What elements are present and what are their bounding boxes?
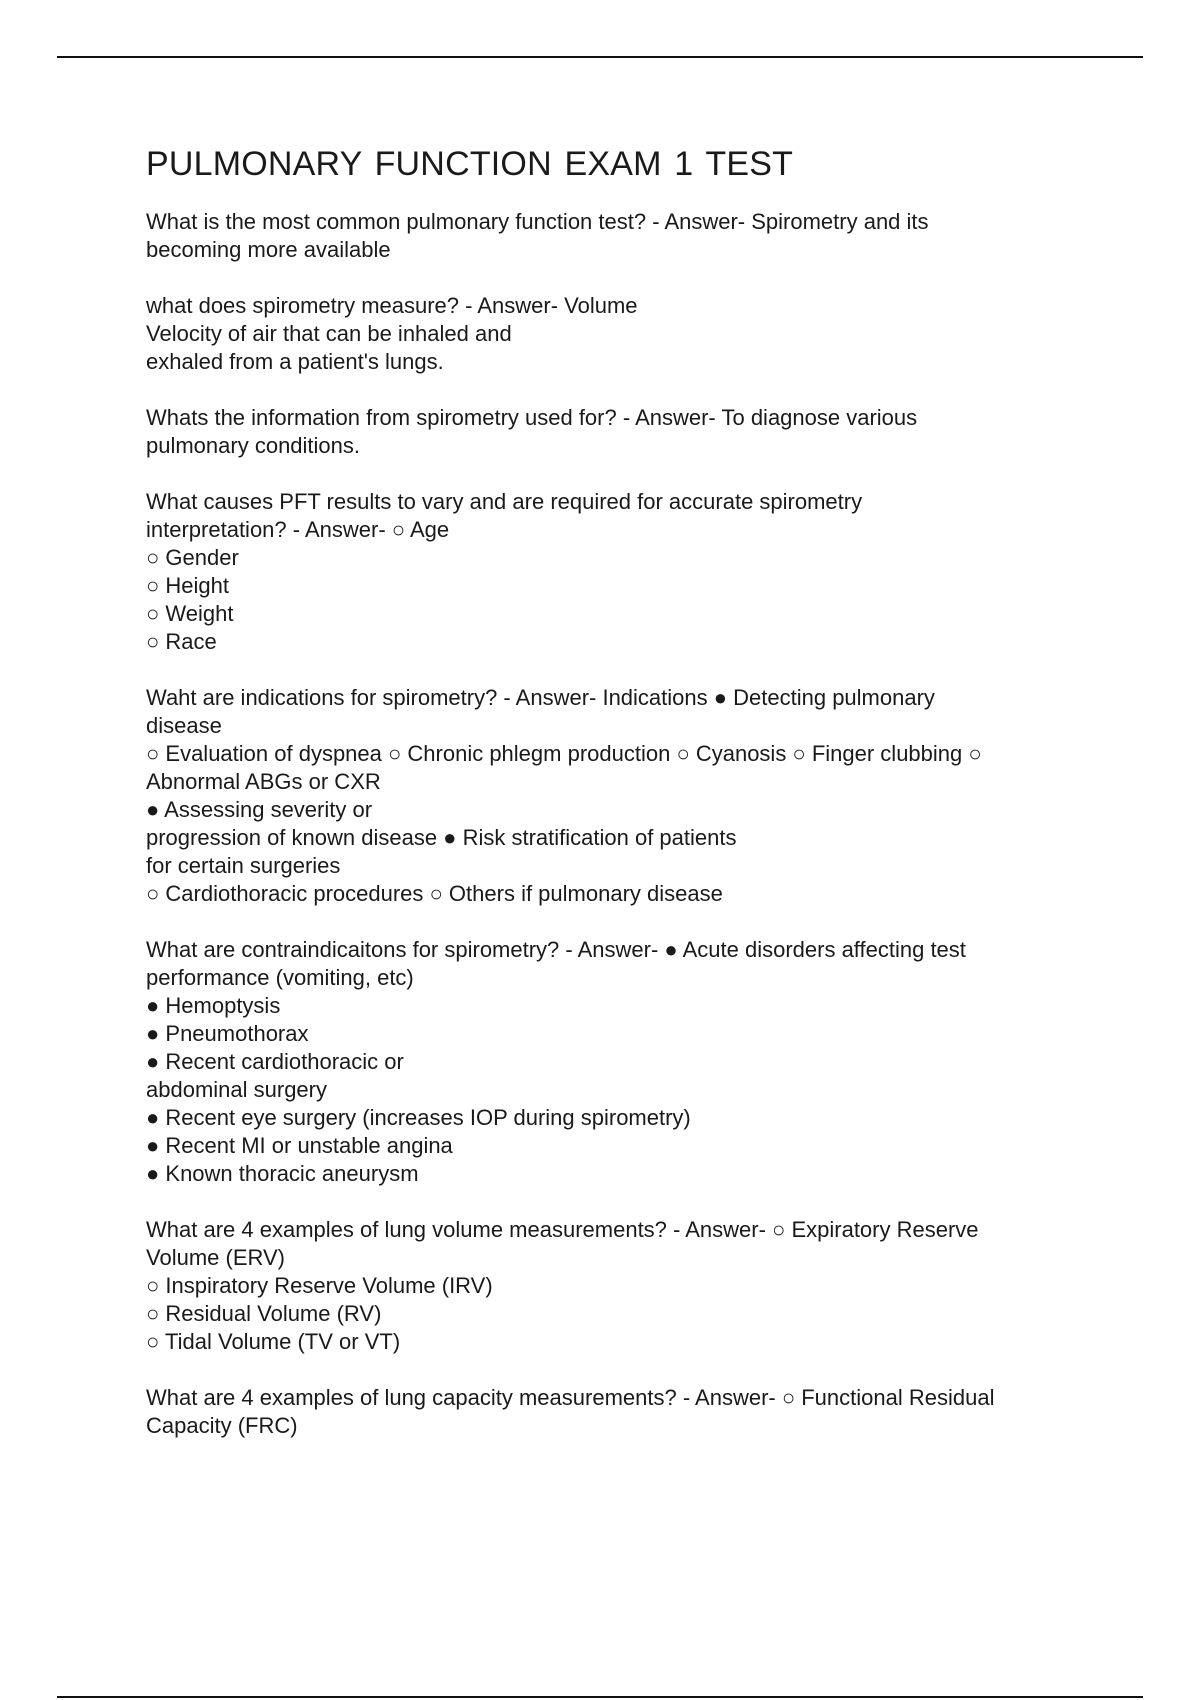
qa-line: ○ Tidal Volume (TV or VT) xyxy=(146,1329,401,1354)
qa-line: disease xyxy=(146,713,222,738)
qa-line: ○ Height xyxy=(146,573,229,598)
qa-line: ○ Inspiratory Reserve Volume (IRV) xyxy=(146,1273,493,1298)
qa-line: ● Known thoracic aneurysm xyxy=(146,1161,419,1186)
qa-line: what does spirometry measure? - Answer- Volume xyxy=(146,293,638,318)
qa-line: pulmonary conditions. xyxy=(146,433,361,458)
qa-line: Capacity (FRC) xyxy=(146,1413,298,1438)
qa-line: What are 4 examples of lung volume measurements? - Answer- ○ Expiratory Reserve xyxy=(146,1217,979,1242)
qa-line: Volume (ERV) xyxy=(146,1245,285,1270)
qa-line: exhaled from a patient's lungs. xyxy=(146,349,444,374)
qa-line: performance (vomiting, etc) xyxy=(146,965,414,990)
qa-line: ○ Gender xyxy=(146,545,239,570)
qa-line: Whats the information from spirometry used for? - Answer- To diagnose various xyxy=(146,405,918,430)
qa-line: ● Assessing severity or xyxy=(146,797,373,822)
qa-item xyxy=(146,684,1096,908)
qa-list xyxy=(146,208,1096,1440)
qa-item xyxy=(146,404,1096,460)
qa-line: Abnormal ABGs or CXR xyxy=(146,769,381,794)
qa-item xyxy=(146,1384,1096,1440)
document-body xyxy=(146,140,1096,1468)
qa-line: ○ Race xyxy=(146,629,217,654)
qa-line: ○ Evaluation of dyspnea ○ Chronic phlegm production ○ Cyanosis ○ Finger clubbing ○ xyxy=(146,741,982,766)
qa-line: progression of known disease ● Risk stratification of patients xyxy=(146,825,737,850)
qa-line: What are 4 examples of lung capacity measurements? - Answer- ○ Functional Residual xyxy=(146,1385,995,1410)
qa-line: abdominal surgery xyxy=(146,1077,327,1102)
qa-line: ● Recent cardiothoracic or xyxy=(146,1049,404,1074)
bottom-rule xyxy=(57,1696,1143,1698)
top-rule xyxy=(57,56,1143,58)
qa-line: ● Recent eye surgery (increases IOP during spirometry) xyxy=(146,1105,691,1130)
qa-line: becoming more available xyxy=(146,237,391,262)
qa-line: ○ Weight xyxy=(146,601,234,626)
qa-line: What is the most common pulmonary function test? - Answer- Spirometry and its xyxy=(146,209,929,234)
qa-line: ● Hemoptysis xyxy=(146,993,281,1018)
qa-item xyxy=(146,936,1096,1188)
qa-item xyxy=(146,1216,1096,1356)
qa-item xyxy=(146,208,1096,264)
page-title: PULMONARY FUNCTION EXAM 1 TEST xyxy=(146,145,794,183)
qa-line: for certain surgeries xyxy=(146,853,341,878)
qa-line: ● Pneumothorax xyxy=(146,1021,309,1046)
qa-item xyxy=(146,292,1096,376)
qa-line: Velocity of air that can be inhaled and xyxy=(146,321,512,346)
qa-line: interpretation? - Answer- ○ Age xyxy=(146,517,450,542)
qa-line: ○ Cardiothoracic procedures ○ Others if pulmonary disease xyxy=(146,881,723,906)
qa-line: ● Recent MI or unstable angina xyxy=(146,1133,453,1158)
qa-line: Waht are indications for spirometry? - Answer- Indications ● Detecting pulmonary xyxy=(146,685,935,710)
qa-item xyxy=(146,488,1096,656)
qa-line: What causes PFT results to vary and are required for accurate spirometry xyxy=(146,489,863,514)
qa-line: What are contraindicaitons for spirometry? - Answer- ● Acute disorders affecting test xyxy=(146,937,966,962)
qa-line: ○ Residual Volume (RV) xyxy=(146,1301,382,1326)
